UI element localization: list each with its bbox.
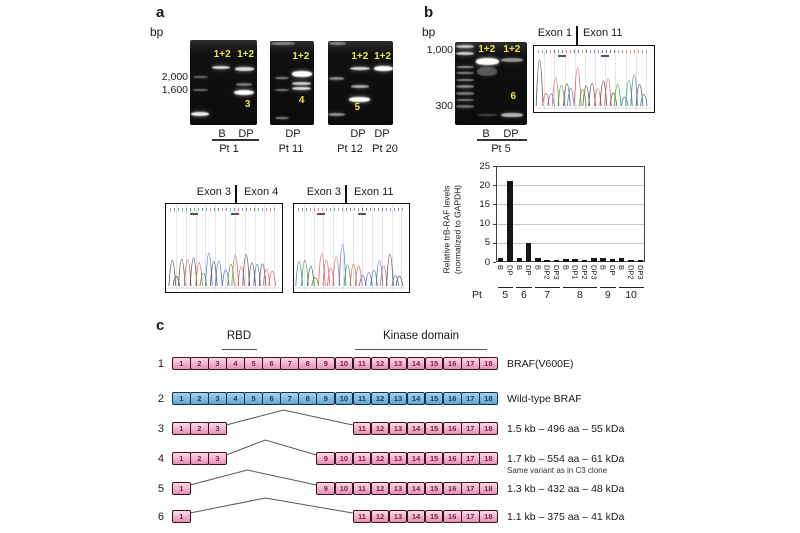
chart-ytick-mark bbox=[493, 262, 496, 263]
chart-bar bbox=[628, 260, 634, 262]
kinase-domain-underline bbox=[355, 349, 487, 350]
chart-xtick-label: B bbox=[561, 265, 571, 271]
panel-a-gel-2 bbox=[270, 41, 314, 125]
chart-y-axis-title bbox=[442, 161, 463, 299]
gel-band bbox=[351, 85, 369, 88]
chrom-trace bbox=[294, 204, 408, 291]
exon-box: 12 bbox=[371, 482, 390, 495]
gel-band bbox=[456, 105, 474, 108]
rbd-domain-label: RBD bbox=[226, 330, 252, 342]
chart-bar bbox=[600, 258, 606, 262]
chromatogram-b-right-exon-label: Exon 11 bbox=[583, 27, 623, 39]
chart-bar bbox=[535, 258, 541, 262]
gel-band bbox=[374, 66, 394, 71]
exon-box: 14 bbox=[407, 357, 426, 370]
kinase-domain-label: Kinase domain bbox=[382, 330, 460, 342]
exon-box: 12 bbox=[371, 357, 390, 370]
exon-box: 10 bbox=[335, 392, 354, 405]
gel-band bbox=[501, 113, 523, 117]
exon-box: 15 bbox=[425, 422, 444, 435]
gel-lane-label: DP bbox=[238, 128, 254, 140]
exon-box: 8 bbox=[298, 357, 317, 370]
exon-box: 15 bbox=[425, 357, 444, 370]
exon-box: 17 bbox=[461, 392, 480, 405]
chart-bar bbox=[610, 259, 616, 262]
chart-ytick-label: 10 bbox=[479, 218, 490, 230]
exon-box: 2 bbox=[190, 452, 209, 465]
chart-xtick-label: B bbox=[514, 265, 524, 271]
rbd-domain-underline bbox=[222, 349, 257, 350]
variant-row-number: 6 bbox=[157, 511, 164, 523]
exon-box: 13 bbox=[389, 482, 408, 495]
chart-gridline bbox=[497, 243, 644, 244]
gel-band bbox=[235, 67, 254, 71]
chart-gridline bbox=[497, 204, 644, 205]
gel-lane-label: DP bbox=[374, 128, 390, 140]
exon-box: 16 bbox=[443, 510, 462, 523]
variant-row-number: 5 bbox=[157, 483, 164, 495]
chart-group-underline bbox=[516, 287, 532, 288]
exon-box: 10 bbox=[335, 452, 354, 465]
exon-box: 18 bbox=[479, 482, 498, 495]
exon-box: 11 bbox=[353, 422, 372, 435]
gel-band-annotation: 1+2 bbox=[237, 49, 255, 61]
exon-box: 4 bbox=[226, 357, 245, 370]
gel-band bbox=[476, 58, 499, 65]
gel-band-annotation: 1+2 bbox=[503, 44, 521, 56]
panel-b-gel bbox=[455, 42, 527, 125]
exon-box: 18 bbox=[479, 422, 498, 435]
gel-band bbox=[191, 112, 208, 116]
chart-plot-frame bbox=[496, 166, 645, 262]
variant-row-label: 1.3 kb – 432 aa – 48 kDa bbox=[507, 483, 625, 495]
gel-band bbox=[478, 114, 497, 116]
exon-box: 5 bbox=[244, 357, 263, 370]
chart-group-label: 6 bbox=[521, 289, 527, 301]
exon-box: 1 bbox=[172, 422, 191, 435]
size-marker-300: 300 bbox=[435, 100, 453, 112]
exon-box: 5 bbox=[244, 392, 263, 405]
gel-band bbox=[275, 117, 289, 120]
exon-box: 7 bbox=[280, 357, 299, 370]
chart-group-label: 5 bbox=[502, 289, 509, 301]
chart-ytick-label: 20 bbox=[479, 179, 490, 191]
panel-b-letter: b bbox=[424, 4, 434, 21]
exon-box: 14 bbox=[407, 482, 426, 495]
exon-box: 15 bbox=[425, 392, 444, 405]
gel-band bbox=[456, 85, 474, 88]
chart-bar bbox=[591, 258, 597, 262]
chart-group-underline bbox=[563, 287, 597, 288]
exon-box: 16 bbox=[443, 452, 462, 465]
exon-box: 2 bbox=[190, 357, 209, 370]
variant-row-number: 3 bbox=[157, 423, 164, 435]
chart-group-underline bbox=[535, 287, 560, 288]
gel-band bbox=[456, 79, 474, 82]
exon-box: 9 bbox=[316, 482, 335, 495]
exon-box: 17 bbox=[461, 482, 480, 495]
gel-band bbox=[350, 67, 370, 71]
exon-box: 3 bbox=[208, 392, 227, 405]
exon-box: 3 bbox=[208, 452, 227, 465]
exon-box: 14 bbox=[407, 422, 426, 435]
gel-band-annotation: 1+2 bbox=[478, 44, 496, 56]
gel-band-annotation: 1+2 bbox=[374, 50, 392, 62]
exon-box: 13 bbox=[389, 452, 408, 465]
variant-row-label: Wild-type BRAF bbox=[507, 393, 582, 405]
chart-ytick-label: 0 bbox=[484, 256, 490, 268]
gel-band-annotation: 1+2 bbox=[213, 49, 231, 61]
exon-box: 18 bbox=[479, 357, 498, 370]
gel-band bbox=[292, 87, 310, 90]
gel-band bbox=[193, 76, 208, 78]
chromatogram-a2-left-exon-label: Exon 3 bbox=[306, 186, 341, 198]
chromatogram-a1-right-exon-label: Exon 4 bbox=[244, 186, 279, 198]
gel-band bbox=[477, 67, 497, 76]
exon-box: 11 bbox=[353, 510, 372, 523]
exon-box: 1 bbox=[172, 482, 191, 495]
chart-xtick-label: DP bbox=[607, 265, 617, 276]
gel-band bbox=[193, 89, 208, 91]
chart-bar bbox=[498, 258, 504, 262]
panel-b-chromatogram bbox=[533, 45, 655, 113]
variant-row-label: 1.5 kb – 496 aa – 55 kDa bbox=[507, 423, 625, 435]
exon-box: 8 bbox=[298, 392, 317, 405]
exon-box: 14 bbox=[407, 392, 426, 405]
exon-box: 3 bbox=[208, 422, 227, 435]
variant-row-label: 1.1 kb – 375 aa – 41 kDa bbox=[507, 511, 625, 523]
gel-band-annotation: 4 bbox=[298, 94, 305, 106]
size-marker-1000: 1,000 bbox=[426, 44, 453, 56]
exon-box: 9 bbox=[316, 392, 335, 405]
chart-group-underline bbox=[498, 287, 514, 288]
gel-band-annotation: 6 bbox=[510, 90, 517, 102]
exon-box: 13 bbox=[389, 510, 408, 523]
chart-group-label: 10 bbox=[625, 289, 637, 301]
size-marker-2000: 2,000 bbox=[161, 71, 188, 83]
variant-row-label: 1.7 kb – 554 aa – 61 kDa bbox=[507, 453, 625, 465]
gel-lane-label: DP bbox=[285, 128, 301, 140]
exon-box: 12 bbox=[371, 422, 390, 435]
gel-lane-label: B bbox=[482, 128, 490, 140]
exon-box: 11 bbox=[353, 392, 372, 405]
chart-group-underline bbox=[600, 287, 616, 288]
chart-bar bbox=[554, 260, 560, 262]
gel-band bbox=[328, 113, 344, 116]
chromatogram-a1-left-exon-label: Exon 3 bbox=[196, 186, 231, 198]
panel-a-bp-unit: bp bbox=[150, 25, 164, 39]
chart-ytick-mark bbox=[493, 185, 496, 186]
exon-box: 9 bbox=[316, 452, 335, 465]
gel-band bbox=[271, 42, 295, 45]
gel-patient-label: Pt 1 bbox=[219, 143, 239, 155]
gel-band-annotation: 5 bbox=[354, 102, 361, 114]
chart-xtick-label: B bbox=[598, 265, 608, 271]
chart-gridline bbox=[497, 185, 644, 186]
gel-band bbox=[275, 89, 289, 91]
exon-box: 11 bbox=[353, 482, 372, 495]
exon-box: 16 bbox=[443, 357, 462, 370]
gel-patient-label: Pt 20 bbox=[372, 143, 398, 155]
exon-box: 12 bbox=[371, 452, 390, 465]
exon-box: 17 bbox=[461, 452, 480, 465]
exon-box: 13 bbox=[389, 422, 408, 435]
gel-lane-label: DP bbox=[350, 128, 366, 140]
gel-band-annotation: 1+2 bbox=[292, 50, 310, 62]
chart-xtick-label: DP bbox=[505, 265, 515, 276]
gel-patient-label: Pt 11 bbox=[278, 143, 304, 155]
chart-xtick-label: DP2 bbox=[579, 265, 589, 280]
chart-gridline bbox=[497, 224, 644, 225]
exon-box: 13 bbox=[389, 392, 408, 405]
chart-group-label: 8 bbox=[576, 289, 583, 301]
chart-xtick-label: DP2 bbox=[542, 265, 552, 280]
exon-box: 3 bbox=[208, 357, 227, 370]
exon-box: 6 bbox=[262, 357, 281, 370]
chart-xtick-label: DP3 bbox=[589, 265, 599, 280]
exon-box: 18 bbox=[479, 510, 498, 523]
chart-y-axis-title-line1: Relative trB-RAF levels bbox=[441, 185, 452, 274]
chrom-trace bbox=[534, 46, 653, 111]
panel-c-letter: c bbox=[156, 317, 165, 334]
gel-patient-label: Pt 5 bbox=[491, 143, 511, 155]
chart-xtick-label: B bbox=[617, 265, 627, 271]
chart-bar bbox=[563, 259, 569, 262]
exon-box: 12 bbox=[371, 392, 390, 405]
exon-box: 16 bbox=[443, 422, 462, 435]
exon-box: 1 bbox=[172, 392, 191, 405]
panel-a-chromatogram-1 bbox=[165, 203, 283, 293]
exon-box: 15 bbox=[425, 452, 444, 465]
chart-ytick-label: 25 bbox=[479, 160, 490, 172]
chart-bar bbox=[619, 258, 625, 262]
gel-band bbox=[234, 90, 254, 96]
panel-a-gel-3 bbox=[328, 41, 393, 125]
chart-xtick-label: DP3 bbox=[635, 265, 645, 280]
chart-ytick-mark bbox=[493, 243, 496, 244]
exon-box: 1 bbox=[172, 510, 191, 523]
chart-xtick-label: DP2 bbox=[626, 265, 636, 280]
chart-ytick-label: 5 bbox=[484, 237, 490, 249]
exon-box: 10 bbox=[335, 482, 354, 495]
chart-ytick-mark bbox=[493, 204, 496, 205]
variant-row-number: 4 bbox=[157, 453, 164, 465]
gel-band bbox=[456, 72, 474, 75]
variant-row-number: 2 bbox=[157, 393, 164, 405]
gel-patient-label: Pt 12 bbox=[337, 143, 363, 155]
chart-xtick-label: DP1 bbox=[570, 265, 580, 280]
gel-lane-label: B bbox=[218, 128, 226, 140]
exon-box: 2 bbox=[190, 422, 209, 435]
chart-xtick-label: DP3 bbox=[552, 265, 562, 280]
gel-band bbox=[292, 71, 312, 77]
variant-row-label: BRAF(V600E) bbox=[507, 358, 574, 370]
panel-a-gel-1 bbox=[190, 40, 257, 125]
chart-ytick-label: 15 bbox=[479, 198, 490, 210]
exon-box: 15 bbox=[425, 510, 444, 523]
chart-y-axis-title-line2: (normalized to GAPDH) bbox=[452, 184, 462, 275]
chart-bar bbox=[638, 260, 644, 262]
gel-band bbox=[292, 82, 310, 85]
chart-bar bbox=[572, 259, 578, 262]
exon-box: 17 bbox=[461, 510, 480, 523]
chart-ytick-mark bbox=[493, 166, 496, 167]
chart-group-axis-label: Pt bbox=[472, 289, 482, 301]
gel-band bbox=[329, 77, 344, 80]
chart-group-underline bbox=[619, 287, 644, 288]
size-marker-1600: 1,600 bbox=[161, 83, 188, 96]
exon-box: 15 bbox=[425, 482, 444, 495]
exon-box: 1 bbox=[172, 357, 191, 370]
chart-xtick-label: DP bbox=[524, 265, 534, 276]
gel-band bbox=[456, 92, 474, 95]
chart-bar bbox=[517, 258, 523, 262]
exon-box: 11 bbox=[353, 357, 372, 370]
exon-box: 9 bbox=[316, 357, 335, 370]
chart-xtick-label: B bbox=[496, 265, 506, 271]
exon-box: 1 bbox=[172, 452, 191, 465]
exon-box: 16 bbox=[443, 392, 462, 405]
exon-box: 12 bbox=[371, 510, 390, 523]
chart-bar bbox=[507, 181, 513, 262]
gel-band-annotation: 3 bbox=[244, 99, 251, 111]
exon-box: 13 bbox=[389, 357, 408, 370]
panel-b-bp-unit: bp bbox=[422, 25, 436, 39]
gel-band bbox=[501, 58, 523, 62]
gel-band bbox=[456, 99, 474, 102]
exon-box: 6 bbox=[262, 392, 281, 405]
variant-row-sublabel: Same variant as in C3 clone bbox=[507, 465, 608, 475]
chromatogram-a2-right-exon-label: Exon 11 bbox=[354, 186, 394, 198]
gel-lane-label: DP bbox=[503, 128, 519, 140]
exon-box: 18 bbox=[479, 392, 498, 405]
exon-box: 17 bbox=[461, 422, 480, 435]
gel-band bbox=[236, 83, 252, 86]
chrom-trace bbox=[166, 204, 281, 291]
chart-bar bbox=[526, 243, 532, 262]
exon-box: 16 bbox=[443, 482, 462, 495]
chart-bar bbox=[544, 260, 550, 262]
chart-ytick-mark bbox=[493, 224, 496, 225]
gel-band-annotation: 1+2 bbox=[351, 50, 369, 62]
exon-box: 7 bbox=[280, 392, 299, 405]
gel-band bbox=[456, 66, 474, 69]
exon-box: 2 bbox=[190, 392, 209, 405]
chart-bar bbox=[582, 260, 588, 262]
panel-a-chromatogram-2 bbox=[293, 203, 410, 293]
exon-box: 18 bbox=[479, 452, 498, 465]
panel-a-letter: a bbox=[156, 4, 165, 21]
gel-band bbox=[329, 42, 346, 45]
chart-xtick-label: B bbox=[533, 265, 543, 271]
exon-box: 14 bbox=[407, 452, 426, 465]
exon-box: 10 bbox=[335, 357, 354, 370]
exon-box: 4 bbox=[226, 392, 245, 405]
chart-group-label: 9 bbox=[604, 289, 611, 301]
exon-box: 17 bbox=[461, 357, 480, 370]
exon-box: 14 bbox=[407, 510, 426, 523]
exon-box: 11 bbox=[353, 452, 372, 465]
chart-group-label: 7 bbox=[544, 289, 551, 301]
gel-band bbox=[212, 66, 230, 69]
variant-row-number: 1 bbox=[157, 358, 164, 370]
gel-band bbox=[275, 77, 289, 79]
chromatogram-b-left-exon-label: Exon 1 bbox=[537, 27, 572, 39]
